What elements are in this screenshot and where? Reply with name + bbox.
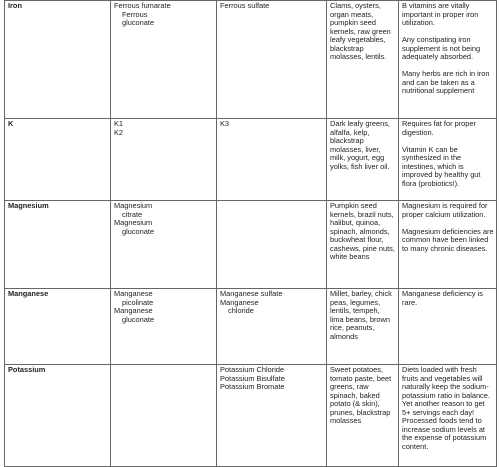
- nutrient-name: Magnesium: [5, 201, 111, 289]
- table-row: [5, 1, 497, 119]
- forms-a-line: gluconate: [122, 314, 155, 324]
- note-line: and can be taken as a: [402, 77, 475, 87]
- notes-cell: [399, 119, 497, 201]
- sources-line: rice, peanuts,: [330, 323, 375, 332]
- sources-line: leafy vegetables,: [330, 35, 386, 44]
- sources-line: almonds: [330, 331, 358, 341]
- note-line: Manganese deficiency is: [402, 289, 483, 298]
- forms-b-line: Potassium Bisulfate: [220, 373, 285, 383]
- forms-b-line: Manganese sulfate: [220, 289, 283, 298]
- note-paragraph: [402, 36, 493, 62]
- note-line: Many herbs are rich in iron: [402, 69, 490, 78]
- forms-a-line: Manganese: [114, 306, 153, 315]
- notes-cell: [399, 1, 497, 119]
- sources-line: cashews, pine nuts,: [330, 243, 395, 253]
- note-line: common have been linked: [402, 235, 489, 244]
- note-line: Magnesium is required for: [402, 201, 488, 210]
- note-paragraph: [402, 290, 493, 307]
- note-line: fruits and vegetables will: [402, 373, 483, 383]
- sources-line: Clams, oysters,: [330, 1, 381, 10]
- sources-line: blackstrap: [330, 136, 364, 145]
- note-line: Magnesium deficiencies are: [402, 226, 494, 236]
- sources-line: peas, legumes,: [330, 297, 381, 307]
- note-line: Yet another reason to get: [402, 399, 485, 408]
- sources-line: halibut, quinoa,: [330, 218, 381, 227]
- note-line: supplement is not being: [402, 43, 481, 53]
- note-line: the expense of potassium: [402, 433, 487, 442]
- forms-b-line: chloride: [228, 306, 254, 315]
- note-line: 5+ servings each day!: [402, 407, 475, 417]
- forms-a-line: Manganese: [114, 289, 153, 298]
- supplement-forms-cell: [111, 289, 217, 365]
- sources-line: kernels, brazil nuts,: [330, 209, 394, 219]
- note-line: to many chronic diseases.: [402, 243, 488, 253]
- sources-line: kernels, raw green: [330, 26, 391, 36]
- sources-line: white beans: [330, 252, 370, 261]
- sources-line: Sweet potatoes,: [330, 365, 384, 374]
- note-paragraph: [402, 146, 493, 189]
- forms-b-line: Potassium Chloride: [220, 365, 285, 374]
- note-line: B vitamins are vitally: [402, 1, 470, 10]
- note-line: Diets loaded with fresh: [402, 365, 477, 374]
- sources-line: buckwheat flour,: [330, 235, 384, 244]
- sources-line: yolks, fish liver oil.: [330, 161, 390, 171]
- note-line: naturally keep the sodium-: [402, 382, 489, 391]
- sources-line: spinach, baked: [330, 390, 380, 400]
- note-paragraph: [402, 120, 493, 137]
- nutrient-name: K: [5, 119, 111, 201]
- forms-a-line: gluconate: [122, 18, 155, 27]
- forms-a-line: Magnesium: [114, 201, 153, 210]
- note-paragraph: [402, 228, 493, 254]
- forms-a-line: Magnesium: [114, 218, 153, 227]
- sources-line: blackstrap: [330, 43, 364, 53]
- supplement-forms-cell: [111, 365, 217, 467]
- sources-line: potato (& skin),: [330, 399, 380, 408]
- table-row: [5, 365, 497, 467]
- forms-b-line: Manganese: [220, 297, 259, 307]
- table-row: [5, 201, 497, 289]
- sources-line: tomato paste, beet: [330, 373, 392, 383]
- note-line: synthesized in the: [402, 153, 462, 162]
- sources-line: greens, raw: [330, 382, 369, 391]
- supplement-forms-cell: [111, 1, 217, 119]
- sources-line: lima beans, brown: [330, 314, 390, 324]
- sources-line: molasses: [330, 416, 362, 425]
- other-forms-cell: [217, 1, 327, 119]
- table-row: [5, 119, 497, 201]
- forms-a-line: citrate: [122, 209, 143, 219]
- nutrient-name: Potassium: [5, 365, 111, 467]
- food-sources-cell: [327, 201, 399, 289]
- note-paragraph: [402, 2, 493, 28]
- note-line: flora (probiotics!).: [402, 178, 460, 188]
- note-line: utilization.: [402, 18, 435, 27]
- sources-line: molasses, lentils.: [330, 52, 387, 61]
- sources-line: spinach, almonds,: [330, 226, 390, 236]
- note-line: intestines, which is: [402, 161, 464, 171]
- forms-a-line: gluconate: [122, 226, 155, 236]
- nutrient-table-body: [5, 1, 497, 467]
- other-forms-cell: [217, 289, 327, 365]
- sources-line: molasses, liver,: [330, 144, 381, 154]
- note-line: adequately absorbed.: [402, 52, 474, 61]
- sources-line: prunes, blackstrap: [330, 407, 391, 417]
- sources-line: Millet, barley, chick: [330, 289, 392, 298]
- notes-cell: [399, 201, 497, 289]
- note-line: Any constipating iron: [402, 35, 471, 44]
- note-line: Processed foods tend to: [402, 416, 482, 425]
- note-line: improved by healthy gut: [402, 170, 481, 179]
- note-paragraph: [402, 366, 493, 451]
- note-line: digestion.: [402, 127, 434, 137]
- table-row: [5, 289, 497, 365]
- other-forms-cell: [217, 119, 327, 201]
- sources-line: milk, yogurt, egg: [330, 153, 385, 162]
- note-line: rare.: [402, 297, 418, 307]
- forms-a-line: Ferrous: [122, 9, 148, 19]
- nutrient-name: Iron: [5, 1, 111, 119]
- sources-line: lentils, tempeh,: [330, 306, 380, 315]
- forms-b-line: Potassium Bromate: [220, 382, 285, 391]
- forms-a-line: picolinate: [122, 297, 154, 307]
- forms-b-line: K3: [220, 119, 230, 128]
- food-sources-cell: [327, 365, 399, 467]
- note-line: nutritional supplement: [402, 86, 475, 95]
- note-line: important in proper iron: [402, 9, 479, 19]
- note-paragraph: [402, 202, 493, 219]
- notes-cell: [399, 365, 497, 467]
- sources-line: pumpkin seed: [330, 18, 377, 27]
- note-line: content.: [402, 441, 429, 451]
- supplement-forms-cell: [111, 201, 217, 289]
- forms-a-line: Ferrous fumarate: [114, 1, 171, 10]
- note-line: increase sodium levels at: [402, 424, 485, 434]
- sources-line: alfalfa, kelp,: [330, 127, 370, 137]
- sources-line: Dark leafy greens,: [330, 119, 390, 128]
- other-forms-cell: [217, 201, 327, 289]
- forms-a-line: K1: [114, 119, 124, 128]
- forms-b-line: Ferrous sulfate: [220, 1, 270, 10]
- other-forms-cell: [217, 365, 327, 467]
- food-sources-cell: [327, 119, 399, 201]
- food-sources-cell: [327, 289, 399, 365]
- notes-cell: [399, 289, 497, 365]
- note-line: Requires fat for proper: [402, 119, 476, 128]
- note-line: potassium ratio in balance.: [402, 390, 490, 400]
- forms-a-line: K2: [114, 127, 124, 137]
- nutrient-name: Manganese: [5, 289, 111, 365]
- sources-line: organ meats,: [330, 9, 374, 19]
- note-line: Vitamin K can be: [402, 144, 458, 154]
- note-paragraph: [402, 70, 493, 96]
- sources-line: Pumpkin seed: [330, 201, 377, 210]
- nutrient-table: [4, 0, 497, 467]
- food-sources-cell: [327, 1, 399, 119]
- note-line: proper calcium utilization.: [402, 209, 486, 219]
- supplement-forms-cell: [111, 119, 217, 201]
